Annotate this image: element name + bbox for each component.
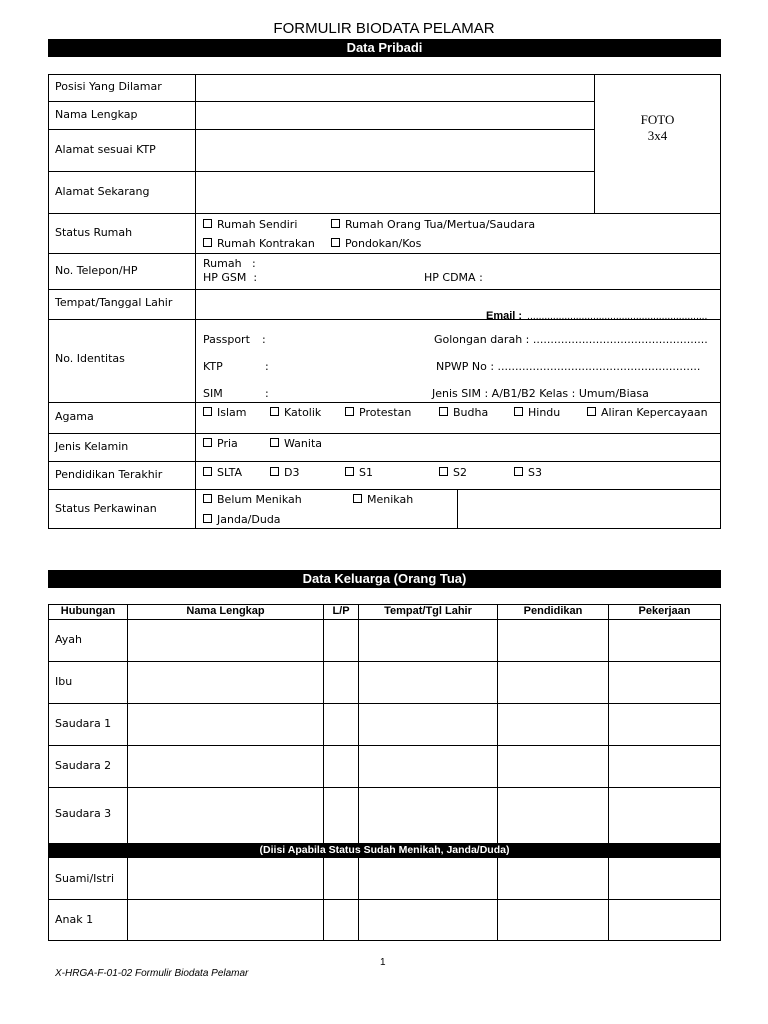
section-header-data-keluarga: Data Keluarga (Orang Tua) <box>48 570 721 588</box>
col-header-pendidikan: Pendidikan <box>523 605 583 617</box>
golongan-darah-field[interactable]: Golongan darah : .................................................. <box>434 333 708 346</box>
colon: : <box>265 360 269 373</box>
checkbox-icon[interactable] <box>514 467 523 476</box>
phone-rumah-label: Rumah : <box>203 257 256 270</box>
npwp-field[interactable]: NPWP No : .......................................................... <box>436 360 701 373</box>
section-header-data-pribadi: Data Pribadi <box>48 39 721 57</box>
option-belum-menikah[interactable]: Belum Menikah <box>203 493 302 507</box>
option-s2[interactable]: S2 <box>439 466 467 480</box>
email-label: Email : <box>486 310 523 322</box>
option-janda-duda[interactable]: Janda/Duda <box>203 513 281 527</box>
family-row-anak-1: Anak 1 <box>55 913 94 926</box>
email-field[interactable] <box>486 304 707 324</box>
checkbox-icon[interactable] <box>587 407 596 416</box>
married-note: (Diisi Apabila Status Sudah Menikah, Janda/Duda) <box>259 844 510 856</box>
label-status-rumah: Status Rumah <box>55 226 133 239</box>
col-header-ttl: Tempat/Tgl Lahir <box>384 605 472 617</box>
label-status-perkawinan: Status Perkawinan <box>55 502 157 515</box>
col-header-lp: L/P <box>332 605 350 617</box>
phone-hp-gsm-label: HP GSM : <box>203 271 258 284</box>
photo-size: 3x4 <box>647 128 668 143</box>
phone-hp-cdma-label: HP CDMA : <box>424 271 483 284</box>
checkbox-icon[interactable] <box>353 494 362 503</box>
label-alamat-ktp: Alamat sesuai KTP <box>55 143 156 156</box>
col-header-nama: Nama Lengkap <box>186 605 265 617</box>
option-protestan[interactable]: Protestan <box>345 406 411 420</box>
checkbox-icon[interactable] <box>439 407 448 416</box>
family-row-saudara-1: Saudara 1 <box>55 717 112 730</box>
option-aliran-kepercayaan[interactable]: Aliran Kepercayaan <box>587 406 708 420</box>
option-wanita[interactable]: Wanita <box>270 437 322 451</box>
option-menikah[interactable]: Menikah <box>353 493 413 507</box>
label-posisi: Posisi Yang Dilamar <box>55 80 162 93</box>
checkbox-icon[interactable] <box>514 407 523 416</box>
option-hindu[interactable]: Hindu <box>514 406 560 420</box>
label-jenis-kelamin: Jenis Kelamin <box>55 440 129 453</box>
checkbox-icon[interactable] <box>270 467 279 476</box>
checkbox-icon[interactable] <box>270 407 279 416</box>
col-header-pekerjaan: Pekerjaan <box>638 605 691 617</box>
option-katolik[interactable]: Katolik <box>270 406 321 420</box>
jenis-sim-field: Jenis SIM : A/B1/B2 Kelas : Umum/Biasa <box>432 387 649 400</box>
label-pendidikan: Pendidikan Terakhir <box>55 468 163 481</box>
checkbox-icon[interactable] <box>331 238 340 247</box>
checkbox-icon[interactable] <box>331 219 340 228</box>
option-rumah-sendiri[interactable]: Rumah Sendiri <box>203 218 297 232</box>
checkbox-icon[interactable] <box>270 438 279 447</box>
col-header-hubungan: Hubungan <box>60 605 116 617</box>
page-number: 1 <box>380 957 386 968</box>
checkbox-icon[interactable] <box>203 407 212 416</box>
label-agama: Agama <box>55 410 94 423</box>
checkbox-icon[interactable] <box>203 514 212 523</box>
identitas-ktp-label: KTP <box>203 360 223 373</box>
checkbox-icon[interactable] <box>203 494 212 503</box>
label-alamat-sekarang: Alamat Sekarang <box>55 185 150 198</box>
identitas-sim-label: SIM <box>203 387 223 400</box>
photo-placeholder <box>595 112 720 144</box>
option-s3[interactable]: S3 <box>514 466 542 480</box>
checkbox-icon[interactable] <box>203 238 212 247</box>
option-rumah-kontrakan[interactable]: Rumah Kontrakan <box>203 237 315 251</box>
family-row-ibu: Ibu <box>55 675 73 688</box>
footer-doc-code: X-HRGA-F-01-02 Formulir Biodata Pelamar <box>55 968 249 979</box>
label-identitas: No. Identitas <box>55 352 125 365</box>
option-rumah-orang-tua[interactable]: Rumah Orang Tua/Mertua/Saudara <box>331 218 535 232</box>
option-slta[interactable]: SLTA <box>203 466 242 480</box>
option-pria[interactable]: Pria <box>203 437 238 451</box>
option-budha[interactable]: Budha <box>439 406 488 420</box>
colon: : <box>265 387 269 400</box>
identitas-passport-label: Passport <box>203 333 250 346</box>
form-title: FORMULIR BIODATA PELAMAR <box>273 20 495 37</box>
checkbox-icon[interactable] <box>345 407 354 416</box>
checkbox-icon[interactable] <box>203 219 212 228</box>
checkbox-icon[interactable] <box>345 467 354 476</box>
option-s1[interactable]: S1 <box>345 466 373 480</box>
checkbox-icon[interactable] <box>439 467 448 476</box>
option-islam[interactable]: Islam <box>203 406 247 420</box>
label-ttl: Tempat/Tanggal Lahir <box>55 296 173 309</box>
checkbox-icon[interactable] <box>203 467 212 476</box>
label-nama: Nama Lengkap <box>55 108 138 121</box>
family-row-saudara-2: Saudara 2 <box>55 759 112 772</box>
email-dots: ............................................................... <box>527 312 708 322</box>
colon: : <box>262 333 266 346</box>
family-row-ayah: Ayah <box>55 633 83 646</box>
option-pondokan[interactable]: Pondokan/Kos <box>331 237 421 251</box>
family-row-saudara-3: Saudara 3 <box>55 807 112 820</box>
checkbox-icon[interactable] <box>203 438 212 447</box>
family-row-suami-istri: Suami/Istri <box>55 872 115 885</box>
label-telepon: No. Telepon/HP <box>55 264 138 277</box>
option-d3[interactable]: D3 <box>270 466 299 480</box>
photo-label: FOTO <box>640 112 675 127</box>
